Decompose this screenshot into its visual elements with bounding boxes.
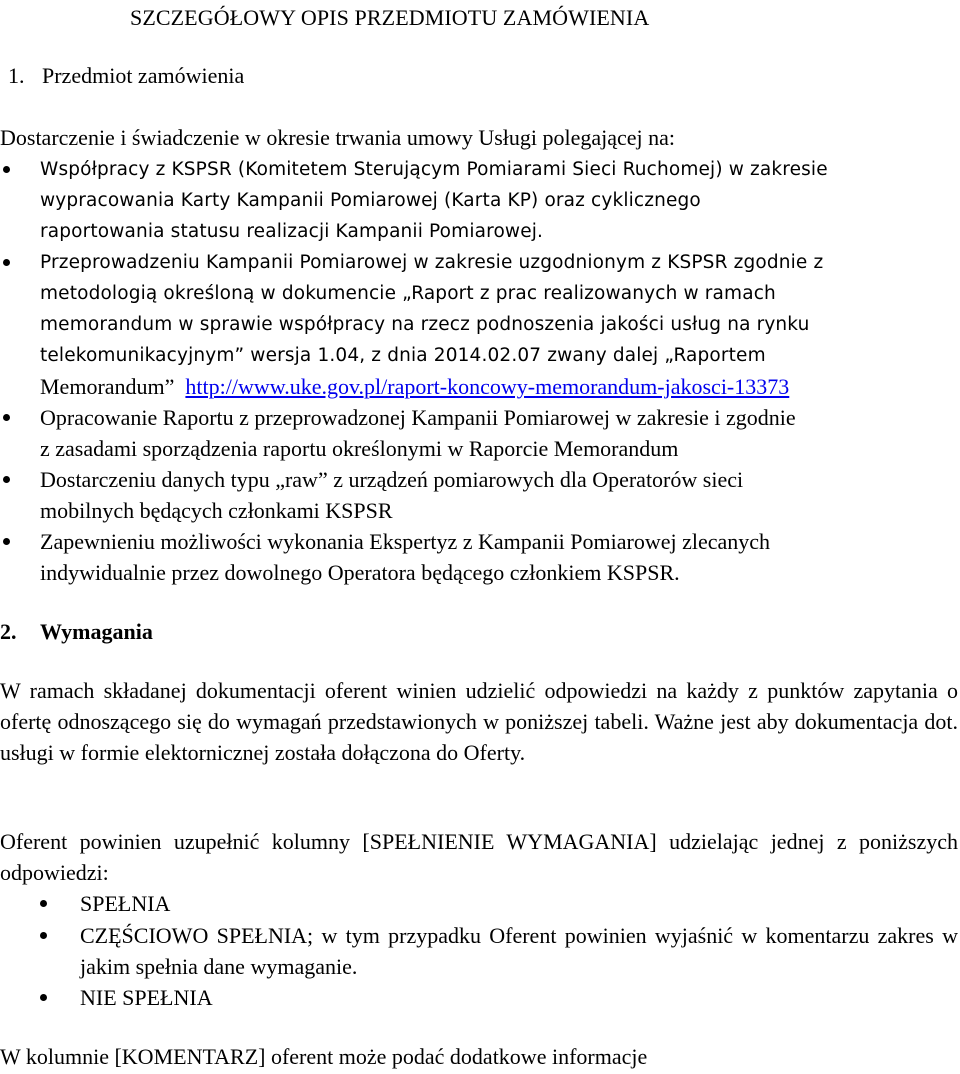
bullet-icon bbox=[3, 166, 10, 173]
bullet-icon bbox=[40, 994, 47, 1001]
list-item-line: indywidualnie przez dowolnego Operatora będącego członkiem KSPSR. bbox=[40, 560, 680, 585]
comment-column-note: W kolumnie [KOMENTARZ] oferent może podać dodatkowe informacje bbox=[0, 1044, 648, 1069]
bullet-icon bbox=[3, 538, 10, 545]
answer-option: SPEŁNIA bbox=[80, 891, 171, 916]
list-item bbox=[0, 154, 958, 247]
list-item-line bbox=[40, 371, 958, 402]
list-item bbox=[0, 982, 958, 1013]
list-item-line: mobilnych będących członkami KSPSR bbox=[40, 498, 393, 523]
list-item bbox=[0, 888, 958, 920]
memorandum-label: Memorandum” bbox=[40, 374, 175, 399]
list-item bbox=[0, 526, 958, 588]
answer-options-list bbox=[0, 888, 958, 1013]
list-item bbox=[0, 464, 958, 526]
service-scope-list bbox=[0, 154, 958, 588]
list-item-line: metodologią określoną w dokumencie „Raport z prac realizowanych w ramach bbox=[40, 283, 776, 304]
section-1-intro: Dostarczenie i świadczenie w okresie trwania umowy Usługi polegającej na: bbox=[0, 125, 676, 150]
list-item-line: Opracowanie Raportu z przeprowadzonej Kampanii Pomiarowej w zakresie i zgodnie bbox=[40, 405, 796, 430]
list-item-line: Współpracy z KSPSR (Komitetem Sterującym Pomiarami Sieci Ruchomej) w zakresie bbox=[40, 159, 828, 180]
list-item bbox=[0, 920, 958, 982]
requirements-paragraph: W ramach składanej dokumentacji oferent winien udzielić odpowiedzi na każdy z punktów zapytania o ofertę odnoszącego się do wymagań przedstawionych w poniższej tabeli. Ważne jest aby dokumentacja dot. usługi w formie elektornicznej została dołączona do Oferty. bbox=[0, 678, 958, 765]
section-1-number: 1. bbox=[8, 63, 25, 88]
memorandum-report-link[interactable]: http://www.uke.gov.pl/raport-koncowy-memorandum-jakosci-13373 bbox=[185, 374, 790, 399]
bullet-icon bbox=[40, 900, 47, 907]
answer-option: CZĘŚCIOWO SPEŁNIA; w tym przypadku Oferent powinien wyjaśnić w komentarzu zakres w jakim spełnia dane wymaganie. bbox=[80, 923, 958, 979]
list-item-line: Zapewnieniu możliwości wykonania Ekspertyz z Kampanii Pomiarowej zlecanych bbox=[40, 529, 771, 554]
section-2-title: Wymagania bbox=[40, 619, 153, 644]
list-item bbox=[0, 247, 958, 402]
section-2-heading bbox=[0, 616, 153, 647]
section-2-number: 2. bbox=[0, 619, 17, 644]
bullet-icon bbox=[3, 414, 10, 421]
document-title: SZCZEGÓŁOWY OPIS PRZEDMIOTU ZAMÓWIENIA bbox=[130, 5, 650, 30]
list-item-line: Przeprowadzeniu Kampanii Pomiarowej w zakresie uzgodnionym z KSPSR zgodnie z bbox=[40, 252, 824, 273]
section-1-title: Przedmiot zamówienia bbox=[42, 63, 245, 88]
list-item-line: memorandum w sprawie współpracy na rzecz podnoszenia jakości usług na rynku bbox=[40, 314, 810, 335]
section-1-heading bbox=[0, 60, 244, 91]
answer-instructions-paragraph: Oferent powinien uzupełnić kolumny [SPEŁNIENIE WYMAGANIA] udzielając jednej z poniższych odpowiedzi: bbox=[0, 829, 958, 885]
list-item-line: wypracowania Karty Kampanii Pomiarowej (Karta KP) oraz cyklicznego bbox=[40, 190, 701, 211]
list-item-line: telekomunikacyjnym” wersja 1.04, z dnia 2014.02.07 zwany dalej „Raportem bbox=[40, 345, 766, 366]
bullet-icon bbox=[3, 476, 10, 483]
list-item-line: Dostarczeniu danych typu „raw” z urządzeń pomiarowych dla Operatorów sieci bbox=[40, 467, 744, 492]
bullet-icon bbox=[3, 259, 10, 266]
answer-option: NIE SPEŁNIA bbox=[80, 985, 213, 1010]
bullet-icon bbox=[40, 932, 47, 939]
list-item bbox=[0, 402, 958, 464]
list-item-line: z zasadami sporządzenia raportu określonymi w Raporcie Memorandum bbox=[40, 436, 679, 461]
list-item-line: raportowania statusu realizacji Kampanii Pomiarowej. bbox=[40, 221, 544, 242]
